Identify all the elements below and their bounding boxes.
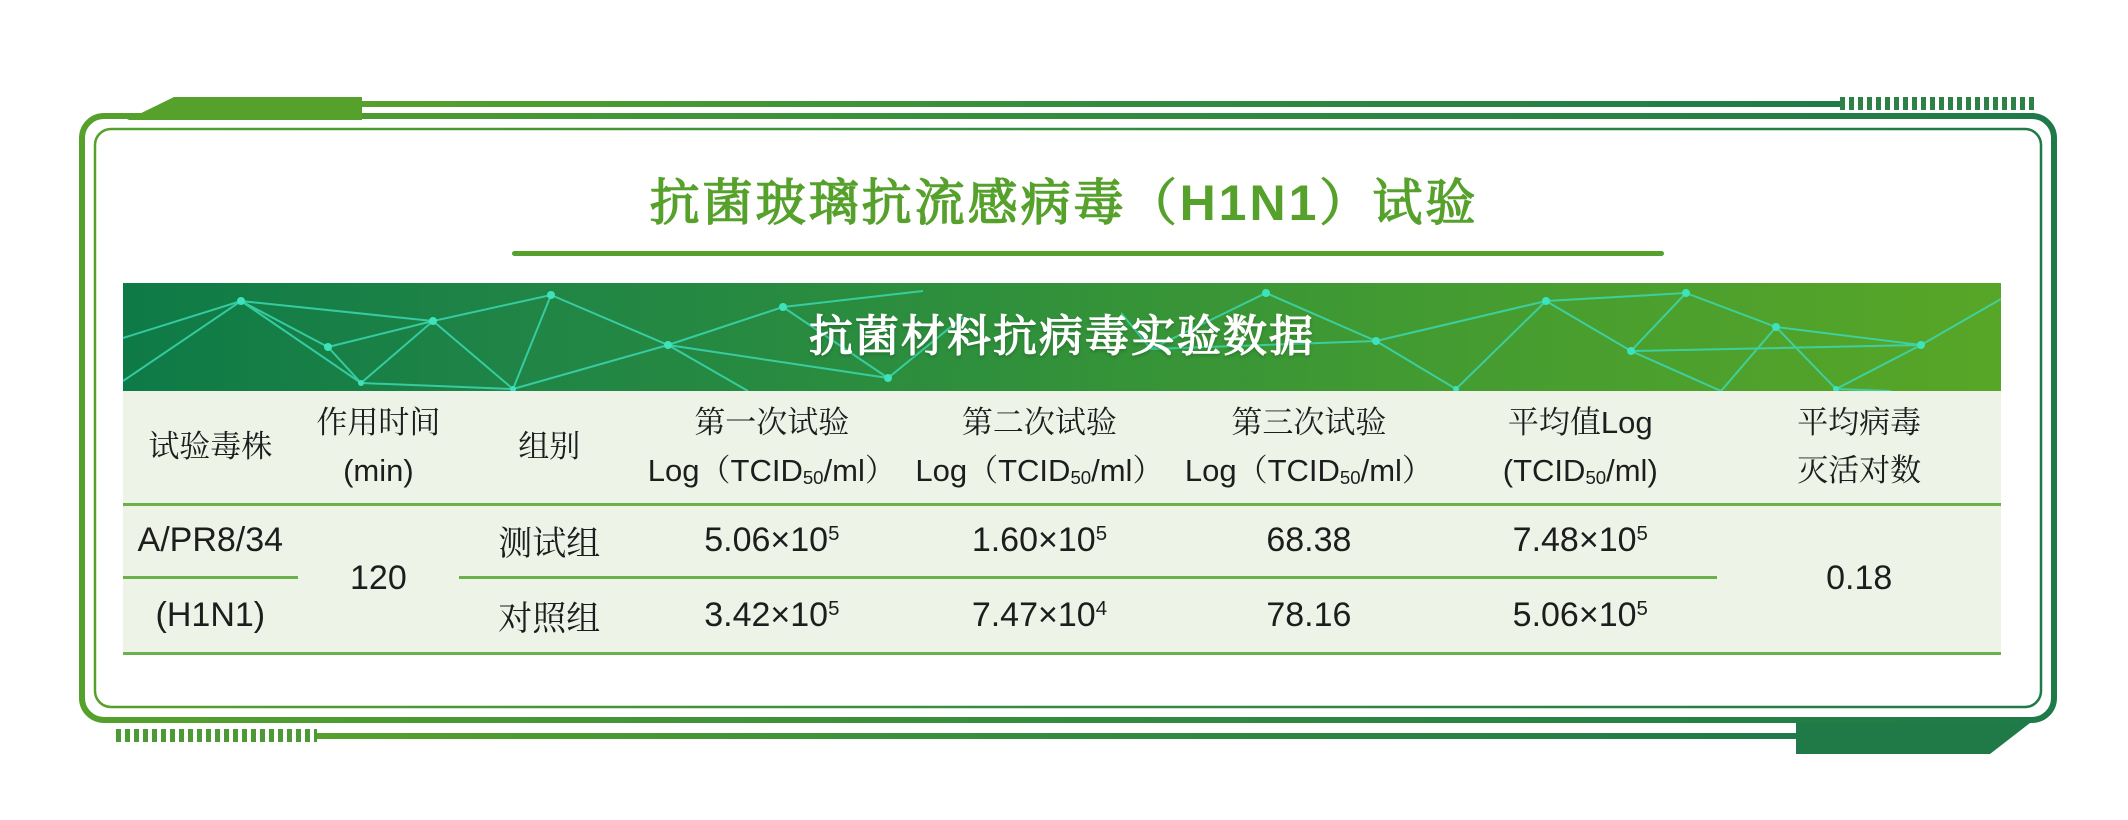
col-header-exposure-time: 作用时间 (min)	[298, 391, 460, 504]
top-decorative-line	[362, 101, 1840, 107]
col-header-avg-inactivation: 平均病毒 灭活对数	[1717, 391, 2001, 504]
cell-avg-inactivation-log: 0.18	[1826, 559, 1893, 598]
data-table-container	[123, 391, 2001, 655]
cell-test2-controlgroup: $7.47\times 10^4$	[971, 595, 1108, 634]
cell-test3-controlgroup: 78.16	[1266, 595, 1352, 634]
cell-avg-controlgroup: $5.06\times 10^5$	[1512, 595, 1648, 634]
table-row-test-group	[123, 504, 2001, 577]
title-underline	[512, 251, 1664, 256]
col-header-test1: 第一次试验 $Log(TCID_{50}/ml)$	[639, 391, 904, 504]
cell-test1-testgroup: $5.06\times 10^5$	[639, 504, 904, 577]
hatch-marks-top-right	[1840, 97, 2037, 110]
cell-test3-testgroup: 68.38	[1175, 504, 1444, 577]
cell-test2-testgroup: $1.60\times 10^5$	[904, 504, 1174, 577]
corner-tab-bottom-right	[1796, 723, 2030, 754]
bottom-decorative-line	[317, 733, 1796, 739]
table-header-row	[123, 391, 2001, 504]
hatch-marks-bottom-left	[116, 729, 317, 742]
col-header-test2: 第二次试验 $Log(TCID_{50}/ml)$	[904, 391, 1174, 504]
banner-title: 抗菌材料抗病毒实验数据	[809, 312, 1315, 361]
cell-group-test: 测试组	[459, 504, 639, 577]
cell-exposure-time: 120	[350, 559, 407, 598]
col-header-virus-strain: 试验毒株	[123, 391, 298, 504]
cell-virus-strain-line2: (H1N1)	[155, 595, 266, 634]
cell-test1-controlgroup: $3.42\times 10^5$	[704, 595, 840, 634]
col-header-group: 组别	[459, 391, 639, 504]
cell-group-control: 对照组	[498, 599, 601, 638]
col-header-average: 平均值Log $(TCID_{50}/ml)$	[1443, 391, 1717, 504]
page-title: 抗菌玻璃抗流感病毒（H1N1）试验	[649, 175, 1479, 231]
experiment-table	[123, 391, 2001, 652]
col-header-test3: 第三次试验 $Log(TCID_{50}/ml)$	[1175, 391, 1444, 504]
cell-avg-testgroup: $7.48\times 10^5$	[1443, 504, 1717, 577]
cell-virus-strain-line1: A/PR8/34	[123, 504, 298, 577]
corner-tab-top-left	[127, 97, 362, 120]
table-banner	[123, 283, 2001, 391]
